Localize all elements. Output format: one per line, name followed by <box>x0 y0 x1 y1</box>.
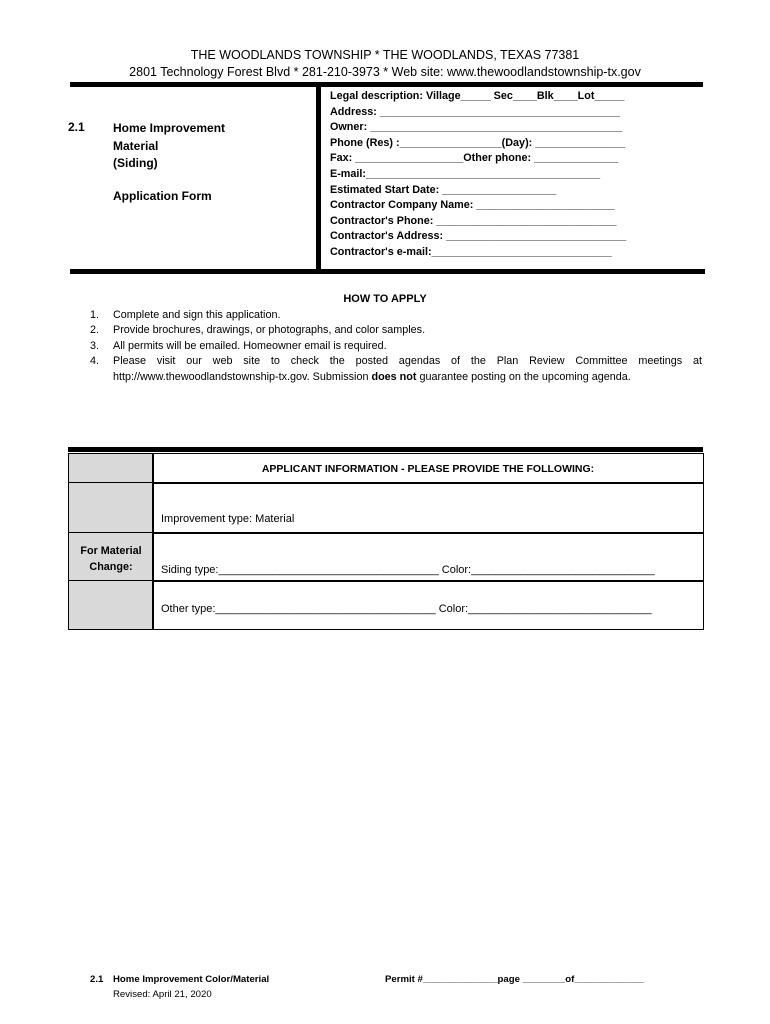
contractor-address-field[interactable]: Contractor's Address: ______________________________ <box>330 230 627 243</box>
list-item <box>90 339 702 355</box>
list-text: Complete and sign this application. <box>113 309 281 321</box>
side-cell <box>68 482 154 534</box>
side-label-cell <box>68 532 154 582</box>
side-label-line: For Material <box>80 545 142 557</box>
side-cell <box>68 453 154 484</box>
list-text-part: Please visit our web site to check the posted agendas of the Plan Review Committee meetings at http://www.thewoodlandstownship-tx.gov. Submission <box>113 355 702 383</box>
owner-field[interactable]: Owner: __________________________________________ <box>330 121 623 134</box>
siding-cell <box>152 532 704 582</box>
list-number: 1. <box>90 309 100 321</box>
improvement-type-cell <box>152 482 704 534</box>
form-title <box>113 120 225 173</box>
list-text: All permits will be emailed. Homeowner email is required. <box>113 340 387 352</box>
list-text <box>113 354 702 385</box>
form-subtitle: Application Form <box>113 189 212 203</box>
township-address: 2801 Technology Forest Blvd * 281-210-3973 * Web site: www.thewoodlandstownship-tx.gov <box>129 65 641 79</box>
applicant-fields <box>330 89 626 261</box>
phone-field[interactable]: Phone (Res) :_________________(Day): _______________ <box>330 136 626 149</box>
footer-form-name: Home Improvement Color/Material <box>113 974 270 985</box>
legal-description-field[interactable]: Legal description: Village_____ Sec____Blk____Lot_____ <box>330 90 625 102</box>
list-item <box>90 354 702 386</box>
form-title-line: Material <box>113 138 159 153</box>
for-material-label <box>69 543 153 575</box>
side-cell <box>68 580 154 630</box>
form-title-line: Home Improvement <box>113 121 226 135</box>
table-top-rule <box>68 447 703 452</box>
form-title-line: (Siding) <box>113 156 158 170</box>
contractor-company-field[interactable]: Contractor Company Name: _______________________ <box>330 199 615 212</box>
other-type-field[interactable]: Other type:____________________________________ Color:______________________________ <box>161 603 652 615</box>
side-label-line: Change: <box>89 561 133 573</box>
fax-field[interactable]: Fax: __________________Other phone: ______________ <box>330 152 619 165</box>
siding-type-field[interactable]: Siding type:____________________________________ Color:______________________________ <box>161 564 655 576</box>
list-text-part: guarantee posting on the upcoming agenda. <box>416 370 631 383</box>
list-number: 2. <box>90 324 100 336</box>
vertical-rule <box>316 82 321 274</box>
contractor-email-field[interactable]: Contractor's e-mail:______________________________ <box>330 245 612 258</box>
how-to-apply-heading: HOW TO APPLY <box>343 293 427 305</box>
address-field[interactable]: Address: ________________________________________ <box>330 105 620 118</box>
township-header: THE WOODLANDS TOWNSHIP * THE WOODLANDS, TEXAS 77381 <box>190 48 580 62</box>
list-text-bold: does not <box>371 370 417 383</box>
table-header-cell <box>152 453 704 484</box>
top-rule <box>70 82 703 87</box>
improvement-type-field[interactable]: Improvement type: Material <box>161 513 295 525</box>
table-header: APPLICANT INFORMATION - PLEASE PROVIDE THE FOLLOWING: <box>261 463 595 475</box>
list-item <box>90 308 702 324</box>
footer-revised: Revised: April 21, 2020 <box>113 989 212 1000</box>
contractor-phone-field[interactable]: Contractor's Phone: ______________________________ <box>330 214 617 227</box>
start-date-field[interactable]: Estimated Start Date: ___________________ <box>330 183 557 196</box>
form-number: 2.1 <box>68 120 85 134</box>
bottom-rule <box>70 269 705 274</box>
other-type-cell <box>152 580 704 630</box>
list-number: 3. <box>90 340 100 352</box>
list-text: Provide brochures, drawings, or photographs, and color samples. <box>113 324 426 336</box>
footer-form-number: 2.1 <box>90 974 104 985</box>
footer-permit: Permit #______________page ________of_____________ <box>385 974 644 985</box>
email-field[interactable]: E-mail:_______________________________________ <box>330 167 601 180</box>
list-item <box>90 323 702 339</box>
list-number: 4. <box>90 355 100 367</box>
